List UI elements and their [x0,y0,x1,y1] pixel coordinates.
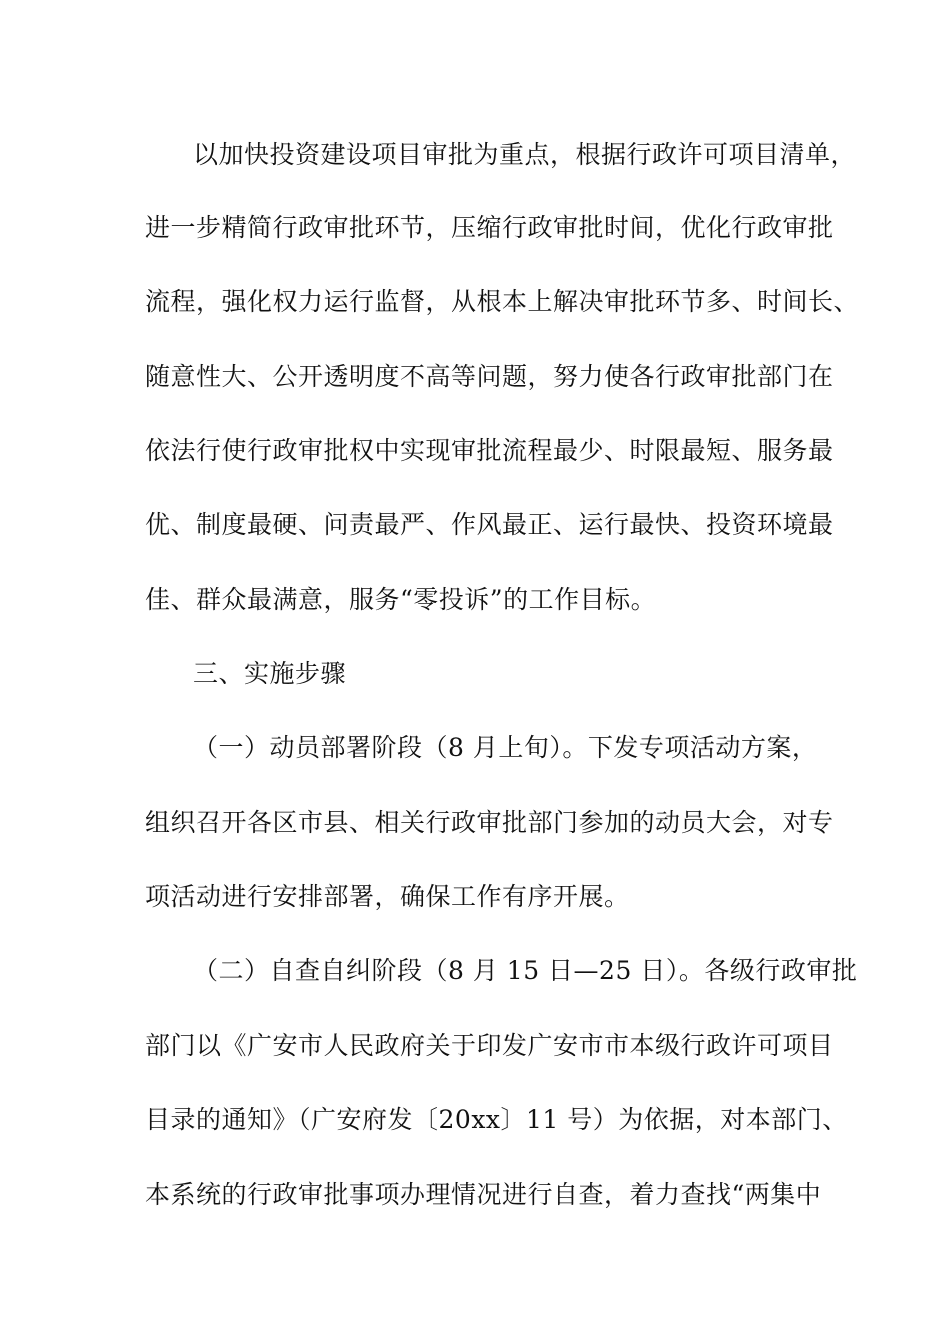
paragraph-line-5: 依法行使行政审批权中实现审批流程最少、时限最短、服务最 [145,436,834,465]
step-2-line-3: 目录的通知》（广安府发〔20xx〕11 号）为依据，对本部门、 [145,1105,848,1134]
paragraph-line-6: 优、制度最硬、问责最严、作风最正、运行最快、投资环境最 [145,510,834,539]
step-1-line-1: （一）动员部署阶段（8 月上旬）。下发专项活动方案， [193,733,818,762]
step-1-line-2: 组织召开各区市县、相关行政审批部门参加的动员大会，对专 [145,808,834,837]
paragraph-line-4: 随意性大、公开透明度不高等问题，努力使各行政审批部门在 [145,362,834,391]
step-1-line-3: 项活动进行安排部署，确保工作有序开展。 [145,882,630,911]
step-2-line-1: （二）自查自纠阶段（8 月 15 日—25 日）。各级行政审批 [193,956,858,985]
paragraph-line-1: 以加快投资建设项目审批为重点，根据行政许可项目清单， [193,140,857,169]
section-heading: 三、实施步骤 [193,659,347,688]
step-2-line-2: 部门以《广安市人民政府关于印发广安市市本级行政许可项目 [145,1031,834,1060]
paragraph-line-7: 佳、群众最满意，服务“零投诉”的工作目标。 [145,585,657,614]
step-2-line-4: 本系统的行政审批事项办理情况进行自查，着力查找“两集中 [145,1180,822,1209]
paragraph-line-3: 流程，强化权力运行监督，从根本上解决审批环节多、时间长、 [145,287,860,316]
paragraph-line-2: 进一步精简行政审批环节，压缩行政审批时间，优化行政审批 [145,213,834,242]
